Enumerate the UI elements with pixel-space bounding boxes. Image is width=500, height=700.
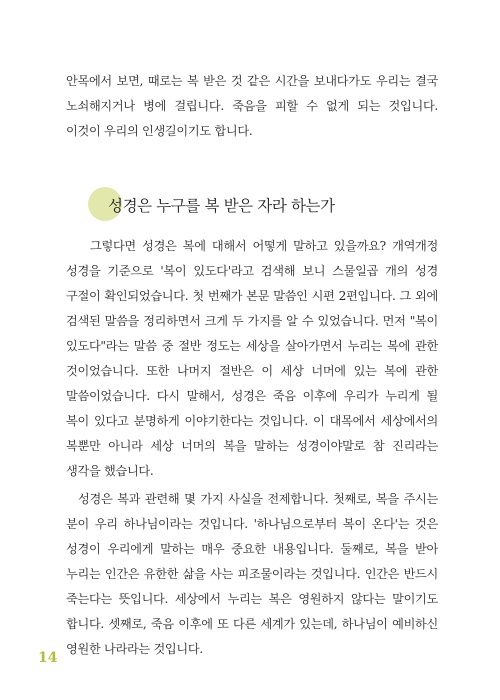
section-title: 성경은 누구를 복 받은 자라 하는가	[108, 197, 335, 215]
page-number: 14	[38, 650, 58, 666]
section-heading	[88, 187, 428, 225]
body-paragraph-3	[66, 487, 438, 662]
body-paragraph-3-text: 성경은 복과 관련해 몇 가지 사실을 전제합니다. 첫째로, 복을 주시는 분이 우리 하나님이라는 것입니다. '하나님으로부터 복이 온다'는 것은 성경이 우리에게 말하는 매우 중요한 내용입니다. 둘째로, 복을 받아 누리는 인간은 유한한 삶을 사는 피조물이라는 것입니다. 인간은 반드시 죽는다는 뜻입니다. 세상에서 누리는 복은 영원하지 않다는 말이기도 합니다. 셋째로, 죽음 이후에 또 다른 세계가 있는데, 하나님이 예비하신 영원한 나라라는 것입니다.	[66, 492, 438, 656]
body-paragraph-1: 안목에서 보면, 때로는 복 받은 것 같은 시간을 보내다가도 우리는 결국 노쇠해지거나 병에 걸립니다. 죽음을 피할 수 없게 되는 것입니다. 이것이 우리의 인생길이기도 합니다.	[66, 74, 438, 138]
body-paragraph-2: 그렇다면 성경은 복에 대해서 어떻게 말하고 있을까요? 개역개정 성경을 기준으로 '복이 있도다'라고 검색해 보니 스물일곱 개의 성경 구절이 확인되었습니다. 첫 번째가 본문 말씀인 시편 2편입니다. 그 외에 검색된 말씀을 정리하면서 크게 두 가지를 알 수 있었습니다. 먼저 "복이 있도다"라는 말씀 중 절반 정도는 세상을 살아가면서 누리는 복에 관한 것이었습니다. 또한 나머지 절반은 이 세상 너머에 있는 복에 관한 말씀이었습니다. 다시 말해서, 성경은 죽음 이후에 우리가 누리게 될 복이 있다고 분명하게 이야기한다는 것입니다. 이 대목에서 세상에서의 복뿐만 아니라 세상 너머의 복을 말하는 성경이야말로 참 진리라는 생각을 했습니다.	[66, 239, 438, 478]
